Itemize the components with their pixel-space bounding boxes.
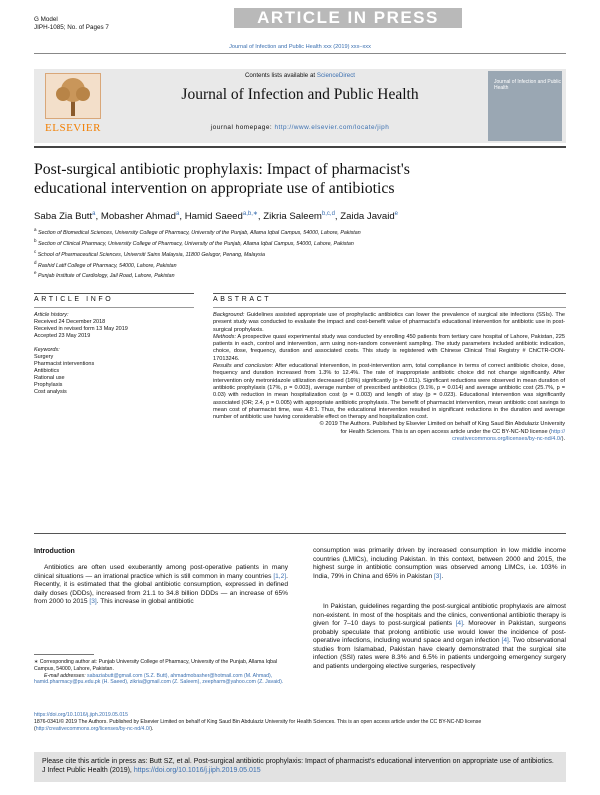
history-item: Received in revised form 13 May 2019 — [34, 326, 128, 332]
keyword-item: Cost analysis — [34, 389, 67, 395]
email-label: E-mail addresses: — [44, 672, 87, 679]
affil-sup: a — [34, 227, 37, 232]
corresponding-author: ∗ Corresponding author at: Punjab University College of Pharmacy, University of the Punjab, Allama Iqbal Campus, 54000, Lahore, Pakistan. — [34, 659, 277, 672]
footnotes — [34, 659, 288, 686]
abstract-results — [213, 363, 565, 421]
header-divider — [34, 53, 566, 54]
affiliation-item — [34, 259, 361, 270]
affil-sup: b — [34, 237, 37, 243]
copyright-line: for Health Sciences. This is an open access article under the CC BY-NC-ND license ( — [340, 428, 551, 435]
journal-name: Journal of Infection and Public Health — [181, 86, 419, 103]
tree-logo-icon — [45, 73, 101, 119]
results-text: After educational intervention, in post-intervention arm, total compliance in terms of correct antibiotic choice, dose, frequency and duration increased from 1.3% to 12.4%. The rate of inappropriate antibiotic choice did not change significantly. After intervention only metronidazole utilization decreased (16%) significantly (p = 0.011). Significant reductions were observed in mean duration of antibiotic prophylaxis (17%, p = 0.003), average number of prescribed antibiotics (9.1%, p = 0.014) and average antibiotic cost (25.7%, p = 0.03) with reduction in mean hospitalization cost (p = 0.003) and length of stay (p = 0.023). Educational intervention was significantly associated (OR; 2.4, p = 0.005) with appropriate antibiotic prophylaxis. The benefit of pharmacist intervention, mean antibiotic cost savings to mean cost of pharmacist time, was 4.8:1. Thus, the educational intervention resulted in significant reductions in the duration and average number of antibiotic use having considerable effect on therapy and hospitalization cost. — [213, 363, 565, 421]
homepage-link[interactable]: http://www.elsevier.com/locate/jiph — [274, 124, 390, 131]
affil-sup: c — [34, 248, 37, 254]
author-name: Zaida Javaid — [340, 211, 395, 223]
publication-footer — [34, 712, 566, 732]
contents-prefix: Contents lists available at — [244, 72, 317, 79]
affil-text: Section of Clinical Pharmacy, University College of Pharmacy, University of the Punjab, Allama Iqbal Campus, 54000, Lahore, Pakistan — [36, 240, 354, 247]
author-affil-link[interactable]: a,b,∗ — [242, 211, 258, 217]
article-info-heading: ARTICLE INFO — [34, 296, 114, 303]
journal-banner — [34, 69, 566, 143]
homepage-prefix: journal homepage: — [210, 124, 275, 131]
abstract-rule — [213, 293, 566, 294]
paragraph-text: . Recently, it is estimated that the global antibiotic consumption, expressed in defined daily doses (DDDs), increased from 21.1 to 34.8 billion DDDs — an increase of 65% from 2000 to 2015 — [34, 572, 288, 605]
article-info-subrule — [34, 307, 194, 308]
license-link[interactable]: http://creativecommons.org/licenses/by-nc-nd/4.0/ — [35, 725, 151, 732]
model-label: G Model — [34, 16, 58, 23]
pages-label: JIPH-1085; No. of Pages 7 — [34, 24, 109, 31]
license-link[interactable]: http:// — [551, 428, 565, 435]
affil-text: Punjab Institute of Cardiology, Jail Road, Lahore, Pakistan — [36, 273, 175, 280]
abstract-background — [213, 312, 565, 334]
copyright-end: ). — [561, 436, 565, 443]
affiliation-item — [34, 269, 361, 280]
intro-paragraph-2 — [313, 547, 566, 581]
citation-link[interactable]: [3] — [89, 598, 97, 605]
paragraph-text: . — [441, 572, 444, 580]
affil-sup: d — [34, 259, 37, 265]
affil-text: School of Pharmaceutical Sciences, Universiti Sains Malaysia, 11800 Gelugor, Penang, Malaysia — [36, 251, 265, 258]
footnote-rule — [34, 654, 94, 655]
author-name: Zikria Saleem — [263, 211, 322, 223]
keyword-item: Surgery — [34, 354, 54, 360]
abstract-bottom-rule — [34, 533, 566, 534]
issn-text: 1876-0341/© 2019 The Authors. Published by Elsevier Limited on behalf of King Saud Bin Abdulaziz University for Health Sciences. This is an open access article under the CC BY-NC-ND license ( — [34, 718, 482, 732]
author-affil-link[interactable]: e — [394, 211, 399, 217]
author-sep: , — [257, 211, 264, 223]
article-in-press-banner: ARTICLE IN PRESS — [234, 8, 462, 28]
license-link[interactable]: creativecommons.org/licenses/by-nc-nd/4.0/ — [452, 436, 562, 443]
affiliation-item — [34, 237, 361, 248]
paragraph-text: . This increase in global antibiotic — [96, 598, 194, 605]
author-affil-link[interactable]: a — [176, 211, 180, 217]
paragraph-text: Antibiotics are often used exuberantly among post-operative patients in many clinical situations — an irrational practice which is still common in many countries — [34, 564, 288, 580]
cover-title: Journal of Infection and Public Health — [494, 79, 561, 91]
history-item: Accepted 23 May 2019 — [34, 333, 91, 339]
paragraph-text: . Two observational studies from Islamabad, Pakistan have clearly demonstrated that the surgical site infection (SSI) rates were 8.3% and 6.5% in patients undergoing emergency surgery and patients undergoing elective surgeries, respectively — [313, 637, 566, 670]
methods-text: A prospective quasi experimental study was conducted by enrolling 450 patients from tertiary care hospital of Lahore, Pakistan, 225 patients in each, control and intervention, arm using non-random convenient sampling. The study parameters included antibiotic indication, choice, dose, frequency, duration and associated costs. This study is registered with Chinese Clinical Trial Registry # ChiCTR-OON-17013246. — [213, 333, 565, 362]
issn-end: ). — [150, 725, 154, 732]
author-name: Hamid Saeed — [184, 211, 243, 223]
history-label: Article history: — [34, 312, 69, 318]
abstract-subrule — [213, 307, 566, 308]
banner-divider — [34, 146, 566, 148]
article-info-rule — [34, 293, 194, 294]
contents-line — [120, 72, 480, 79]
title-line-1: Post-surgical antibiotic prophylaxis: Impact of pharmacist's — [34, 161, 410, 178]
affil-text: Section of Biomedical Sciences, University College of Pharmacy, University of the Punjab, Allama Iqbal Campus, 54000, Lahore, Pakistan — [36, 229, 361, 236]
keyword-item: Prophylaxis — [34, 382, 63, 388]
article-title — [34, 161, 554, 198]
abstract-methods — [213, 334, 565, 363]
introduction-heading: Introduction — [34, 548, 75, 555]
background-label: Background: — [213, 312, 245, 318]
publisher-logo-text: ELSEVIER — [45, 122, 101, 134]
affil-text: Rashid Latif College of Pharmacy, 54000, Lahore, Pakistan — [36, 262, 177, 269]
author-list — [34, 210, 398, 222]
author-affil-link[interactable]: a — [92, 211, 96, 217]
abstract-copyright — [213, 421, 565, 443]
citation-link[interactable]: [4] — [455, 620, 463, 627]
author-affil-link[interactable]: b,c,d — [321, 211, 335, 217]
intro-paragraph-3 — [313, 603, 566, 671]
history-item: Received 24 December 2018 — [34, 319, 106, 325]
abstract-body — [213, 312, 565, 443]
keyword-item: Rational use — [34, 375, 65, 381]
copyright-line: © 2019 The Authors. Published by Elsevier Limited on behalf of King Saud Bin Abdulaziz University — [319, 421, 565, 428]
author-sep: , — [95, 211, 101, 223]
affiliations — [34, 226, 361, 280]
author-name: Mobasher Ahmad — [100, 211, 177, 223]
title-line-2: educational intervention on appropriate use of antibiotics — [34, 179, 395, 197]
paragraph-text: In Pakistan, guidelines regarding the post-surgical antibiotic prophylaxis are almost non-existent. In most of the hospitals and the clinics, conventional antibiotic therapy is given for 7–10 days to post-surgical patients — [313, 603, 566, 627]
cite-this-article-box — [34, 752, 566, 782]
cite-text: Please cite this article in press as: Butt SZ, et al. Post-surgical antibiotic prophylaxis: Impact of pharmacist's educational intervention on appropriate use of antibiotics. J Infect Public Health (2019), — [42, 758, 554, 774]
background-text: Guidelines assisted appropriate use of prophylactic antibiotics can lower the prevalence of surgical site infections (SSIs). The present study was conducted to evaluate the impact and cost-benefit value of pharmacist's educational intervention for antibiotic use in post-surgical prophylaxis. — [213, 312, 565, 333]
doi-link[interactable]: https://doi.org/10.1016/j.jiph.2019.05.015 — [34, 712, 129, 718]
keywords-label: Keywords: — [34, 347, 60, 353]
citation-link[interactable]: [3] — [433, 572, 442, 580]
sciencedirect-link[interactable]: ScienceDirect — [316, 72, 356, 79]
affil-sup: e — [34, 270, 37, 276]
cite-doi-link[interactable]: https://doi.org/10.1016/j.jiph.2019.05.015 — [133, 767, 261, 774]
paragraph-text: consumption was primarily driven by increased consumption in low middle income countries (LMICs), including Pakistan. In this context, between 2000 and 2015, the highest surge in antibiotic consumption was observed among LIMCs, i.e. 103% in India, 79% in China and 65% in Pakistan — [313, 547, 566, 580]
elsevier-logo — [36, 71, 110, 141]
running-header — [34, 16, 109, 32]
journal-cover-image — [488, 71, 562, 141]
methods-label: Methods: — [213, 333, 237, 340]
email-links[interactable]: sabaziabutt@gmail.com (S.Z. Butt), ahmadmobasher@hotmail.com (M. Ahmad), hamid.pharmacy@pu.edu.pk (H. Saeed), zikria@gmail.com (Z. Saleem), zeepharm@yahoo.com (Z. Javaid). — [34, 672, 284, 686]
journal-homepage — [120, 124, 480, 131]
article-info-panel — [34, 312, 184, 396]
citation-link[interactable]: [1,2] — [273, 572, 287, 580]
citation-link[interactable]: [4] — [501, 637, 509, 644]
author-sep: , — [179, 211, 185, 223]
author-sep: , — [334, 211, 341, 223]
affiliation-item — [34, 226, 361, 237]
keyword-item: Antibiotics — [34, 368, 60, 374]
abstract-heading: ABSTRACT — [213, 296, 272, 303]
paragraph-text: . Moreover in Pakistan, surgeons probably speculate that prolong antibiotic use would lower the incidence of post-operative infections, including wound space and organ infection — [313, 620, 567, 644]
journal-reference-link[interactable]: Journal of Infection and Public Health xxx (2019) xxx–xxx — [229, 44, 371, 50]
author-name: Saba Zia Butt — [34, 211, 93, 223]
results-label: Results and conclusion: — [213, 363, 274, 370]
keyword-item: Pharmacist interventions — [34, 361, 95, 367]
intro-paragraph-1 — [34, 564, 288, 607]
affiliation-item — [34, 248, 361, 259]
